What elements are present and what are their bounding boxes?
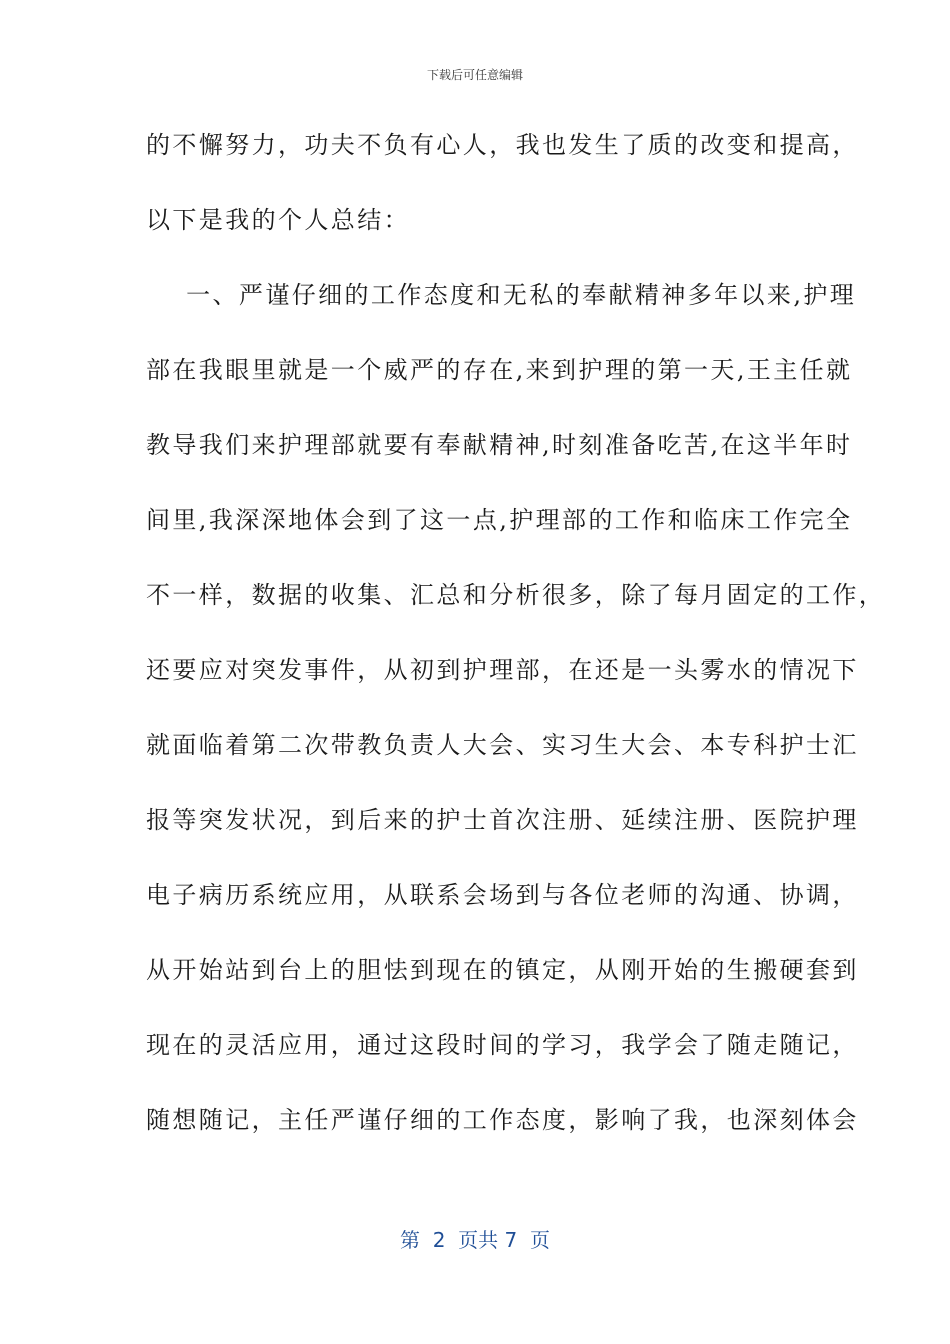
page-number: 第 2 页共 7 页 bbox=[400, 1228, 550, 1252]
text-line: 教导我们来护理部就要有奉献精神,时刻准备吃苦,在这半年时 bbox=[146, 431, 853, 459]
text-line: 不一样，数据的收集、汇总和分析很多，除了每月固定的工作， bbox=[146, 581, 886, 609]
text-line: 就面临着第二次带教负责人大会、实习生大会、本专科护士汇 bbox=[146, 731, 859, 759]
text-line: 还要应对突发事件，从初到护理部，在还是一头雾水的情况下 bbox=[146, 656, 859, 684]
text-line: 报等突发状况，到后来的护士首次注册、延续注册、医院护理 bbox=[146, 806, 859, 834]
text-line: 从开始站到台上的胆怯到现在的镇定，从刚开始的生搬硬套到 bbox=[146, 956, 859, 984]
text-line: 现在的灵活应用，通过这段时间的学习，我学会了随走随记， bbox=[146, 1031, 859, 1059]
text-line: 一、严谨仔细的工作态度和无私的奉献精神多年以来,护理 bbox=[146, 281, 857, 309]
text-line: 随想随记，主任严谨仔细的工作态度，影响了我，也深刻体会 bbox=[146, 1106, 859, 1134]
text-line: 部在我眼里就是一个威严的存在,来到护理的第一天,王主任就 bbox=[146, 356, 853, 384]
text-line: 电子病历系统应用，从联系会场到与各位老师的沟通、协调， bbox=[146, 881, 859, 909]
body-text bbox=[146, 122, 886, 1172]
header-note: 下载后可任意编辑 bbox=[426, 68, 523, 82]
text-line: 间里,我深深地体会到了这一点,护理部的工作和临床工作完全 bbox=[146, 506, 853, 534]
text-line: 的不懈努力，功夫不负有心人，我也发生了质的改变和提高， bbox=[146, 131, 859, 159]
text-line: 以下是我的个人总结： bbox=[146, 206, 410, 234]
